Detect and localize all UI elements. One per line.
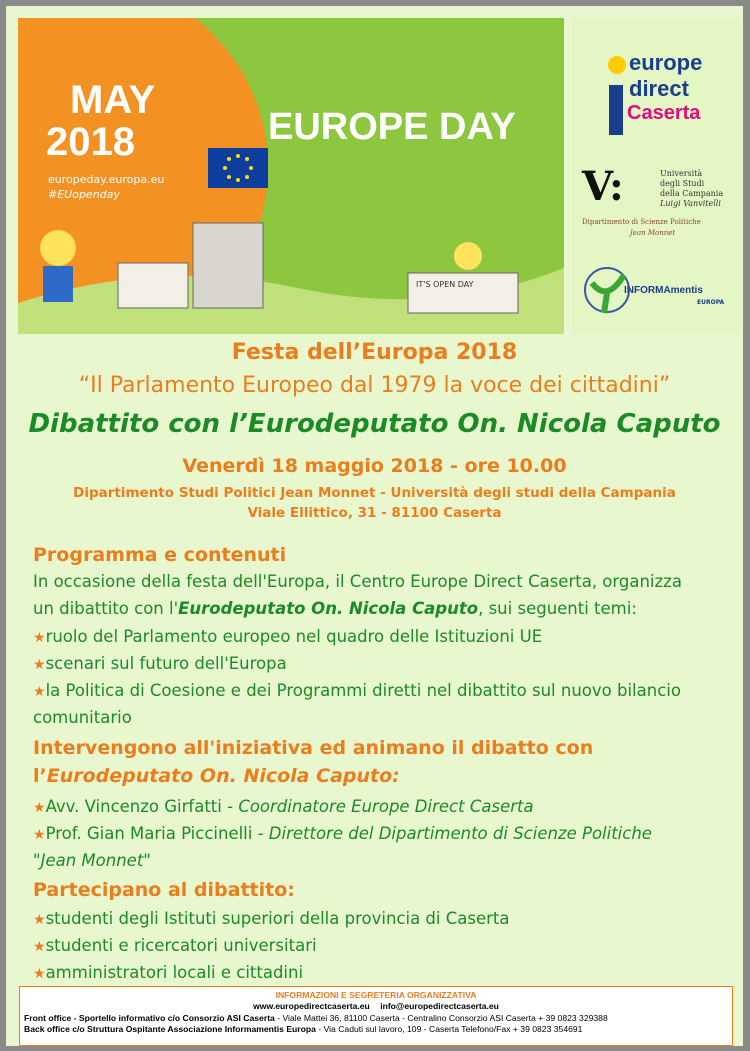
participant-item: ★amministratori locali e cittadini — [33, 963, 304, 982]
participants-heading: Partecipano al dibattito: — [33, 879, 295, 901]
speakers-heading-line2: l’Eurodeputato On. Nicola Caputo: — [33, 765, 400, 787]
topic-item: ★la Politica di Coesione e dei Programmi diretti nel dibattito sul nuovo bilancio — [33, 681, 681, 700]
europe-day-banner — [18, 18, 564, 334]
year-label: 2018 — [46, 120, 135, 164]
program-intro-line2: un dibattito con l'Eurodeputato On. Nicola Caputo, sui seguenti temi: — [33, 599, 637, 618]
europe-direct-logo: europe direct Caserta — [597, 40, 727, 150]
star-bullet-icon: ★ — [33, 684, 46, 700]
star-bullet-icon: ★ — [33, 630, 46, 646]
speaker-item-continued: "Jean Monnet" — [33, 851, 151, 870]
footer-contacts — [20, 1001, 732, 1011]
footer-website-link[interactable]: www.europedirectcaserta.eu — [253, 1001, 370, 1011]
university-logo: V: Università degli Studi della Campania Luigi Vanvitelli Dipartimento di Scienze Politiche Jean Monnet — [582, 163, 724, 237]
website-label: europeday.europa.eu — [48, 173, 165, 186]
star-bullet-icon: ★ — [33, 939, 46, 955]
participant-item: ★studenti degli Istituti superiori della provincia di Caserta — [33, 909, 510, 928]
footer-back-office: Back office c/o Struttura Ospitante Associazione Informamentis Europa - Via Caduti sul lavoro, 109 - Caserta Telefono/Fax + 39 0823 354691 — [24, 1024, 583, 1034]
event-title: Festa dell’Europa 2018 — [231, 340, 518, 365]
speakers-heading: Intervengono all'iniziativa ed animano il dibatto con — [33, 737, 594, 759]
footer-email-link[interactable]: info@europedirectcaserta.eu — [380, 1001, 499, 1011]
topic-item: ★scenari sul futuro dell'Europa — [33, 654, 287, 673]
footer-heading: INFORMAZIONI E SEGRETERIA ORGANIZZATIVA — [275, 990, 477, 1000]
event-debate-title: Dibattito con l’Eurodeputato On. Nicola Caputo — [28, 409, 721, 439]
star-bullet-icon: ★ — [33, 966, 46, 982]
topic-item: ★ruolo del Parlamento europeo nel quadro delle Istituzioni UE — [33, 627, 543, 646]
footer-front-office: Front office - Sportello informativo c/o Consorzio ASI Caserta - Viale Mattei 36, 81100 Caserta - Centralino Consorzio ASI Caserta + 39 0823 329388 — [24, 1013, 608, 1023]
star-bullet-icon: ★ — [33, 912, 46, 928]
star-bullet-icon: ★ — [33, 800, 46, 816]
speaker-item: ★Avv. Vincenzo Girfatti - Coordinatore Europe Direct Caserta — [33, 797, 534, 816]
hashtag-label: #EUopenday — [48, 188, 120, 201]
banner-sign: IT'S OPEN DAY — [416, 280, 474, 289]
program-intro-line1: In occasione della festa dell'Europa, il Centro Europe Direct Caserta, organizza — [33, 572, 682, 591]
speaker-item: ★Prof. Gian Maria Piccinelli - Direttore del Dipartimento di Scienze Politiche — [33, 824, 652, 843]
event-venue: Dipartimento Studi Politici Jean Monnet - Università degli studi della Campania — [73, 485, 676, 501]
poster-page — [6, 6, 743, 1046]
event-subtitle: “Il Parlamento Europeo dal 1979 la voce dei cittadini” — [78, 373, 671, 398]
europe-day-title: EUROPE DAY — [268, 106, 516, 148]
program-heading: Programma e contenuti — [33, 544, 287, 566]
informamentis-logo: INFORMAmentis EUROPA — [582, 263, 737, 323]
partner-logos — [572, 18, 742, 334]
topic-item-continued: comunitario — [33, 708, 132, 727]
event-date: Venerdì 18 maggio 2018 - ore 10.00 — [182, 455, 567, 477]
star-bullet-icon: ★ — [33, 827, 46, 843]
participant-item: ★studenti e ricercatori universitari — [33, 936, 317, 955]
may-label: MAY — [70, 78, 156, 122]
footer-info-box — [19, 986, 733, 1046]
event-address: Viale Ellittico, 31 - 81100 Caserta — [247, 505, 502, 521]
star-bullet-icon: ★ — [33, 657, 46, 673]
